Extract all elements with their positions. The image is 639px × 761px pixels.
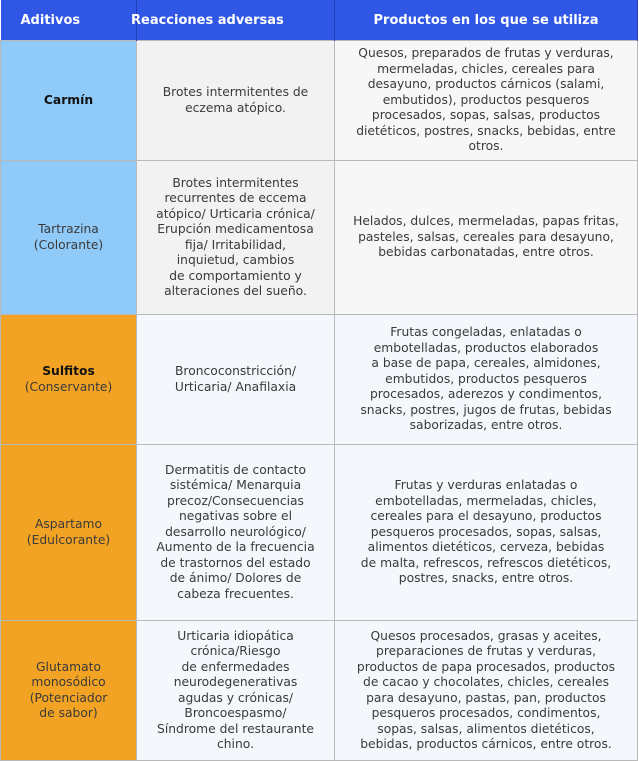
additive-name: Glutamato monosódico (Potenciador de sabor) <box>29 659 108 720</box>
products-cell: Frutas y verduras enlatadas o embotelladas, mermeladas, chicles, cereales para el desayuno, productos pesqueros procesados, sopas, salsas, alimentos dietéticos, cerveza, bebidas de malta, refrescos, refrescos dietéticos, postres, snacks, entre otros. <box>335 445 638 621</box>
reactions-cell: Brotes intermitentes de eczema atópico. <box>137 41 335 161</box>
reactions-cell: Urticaria idiopática crónica/Riesgo de enfermedades neurodegenerativas agudas y crónicas/ Broncoespasmo/ Síndrome del restaurante chino. <box>137 621 335 761</box>
additive-name: Sulfitos <box>42 364 95 378</box>
additive-cell <box>1 315 137 445</box>
header-additives: Aditivos <box>1 0 137 41</box>
reactions-cell: Brotes intermitentes recurrentes de eccema atópico/ Urticaria crónica/ Erupción medicamentosa fija/ Irritabilidad, inquietud, cambios de comportamiento y alteraciones del sueño. <box>137 161 335 315</box>
additive-cell <box>1 161 137 315</box>
additive-name: Tartrazina (Colorante) <box>33 222 104 252</box>
table-row <box>1 161 638 315</box>
header-row <box>1 0 638 41</box>
products-cell: Quesos, preparados de frutas y verduras, mermeladas, chicles, cereales para desayuno, productos cárnicos (salami, embutidos), productos pesqueros procesados, sopas, salsas, productos dietéticos, postres, snacks, bebidas, entre otros. <box>335 41 638 161</box>
products-cell: Frutas congeladas, enlatadas o embotelladas, productos elaborados a base de papa, cereales, almidones, embutidos, productos pesqueros procesados, aderezos y condimentos, snacks, postres, jugos de frutas, bebidas saborizadas, entre otros. <box>335 315 638 445</box>
reactions-cell: Broncoconstricción/ Urticaria/ Anafilaxia <box>137 315 335 445</box>
header-products: Productos en los que se utiliza <box>335 0 638 41</box>
additive-cell <box>1 445 137 621</box>
table-row <box>1 315 638 445</box>
table-row <box>1 41 638 161</box>
additive-category: (Conservante) <box>24 379 113 394</box>
table-row <box>1 445 638 621</box>
table-row <box>1 621 638 761</box>
additive-cell <box>1 621 137 761</box>
products-cell: Helados, dulces, mermeladas, papas fritas, pasteles, salsas, cereales para desayuno, bebidas carbonatadas, entre otros. <box>335 161 638 315</box>
reactions-cell: Dermatitis de contacto sistémica/ Menarquia precoz/Consecuencias negativas sobre el desarrollo neurológico/ Aumento de la frecuencia de trastornos del estado de ánimo/ Dolores de cabeza frecuentes. <box>137 445 335 621</box>
additive-name: Aspartamo (Edulcorante) <box>26 517 111 547</box>
products-cell: Quesos procesados, grasas y aceites, preparaciones de frutas y verduras, productos de papa procesados, productos de cacao y chocolates, chicles, cereales para desayuno, pastas, pan, productos pesqueros procesados, condimentos, sopas, salsas, alimentos dietéticos, bebidas, productos cárnicos, entre otros. <box>335 621 638 761</box>
additive-cell <box>1 41 137 161</box>
additive-name: Carmín <box>43 92 94 107</box>
header-adverse-reactions: Reacciones adversas <box>137 0 335 41</box>
